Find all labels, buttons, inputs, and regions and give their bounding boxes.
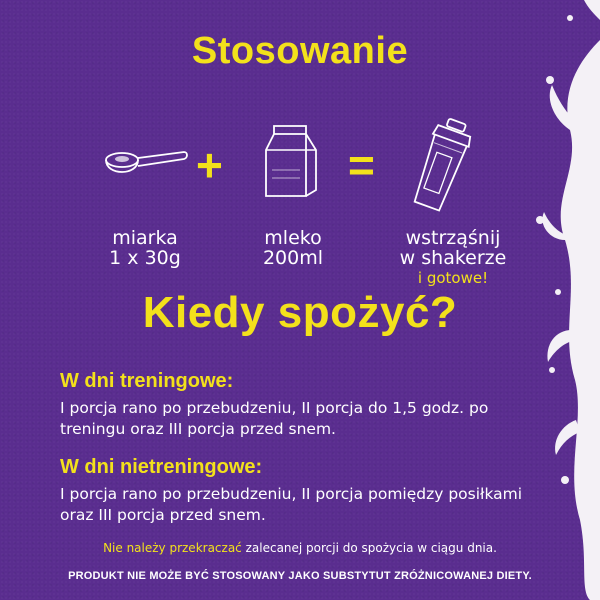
rest-days-heading: W dni nietreningowe: <box>60 456 263 478</box>
training-days-text: I porcja rano po przebudzeniu, II porcja do 1,5 godz. po treningu oraz III porcja przed snem. <box>60 399 489 438</box>
dose-warning-rest: zalecanej porcji do spożycia w ciągu dnia. <box>241 541 497 555</box>
step-milk-caption <box>238 228 348 268</box>
page-title: Stosowanie <box>191 30 409 72</box>
step-milk-label: mleko <box>264 227 322 249</box>
shaker-icon <box>410 118 480 218</box>
step-shake-caption <box>378 228 528 288</box>
dose-warning <box>0 541 600 555</box>
diet-disclaimer: PRODUKT NIE MOŻE BYĆ STOSOWANY JAKO SUBSTYTUT ZRÓŻNICOWANEJ DIETY. <box>68 570 532 582</box>
step-shake-line1: wstrząśnij <box>405 227 501 249</box>
step-scoop-amount: 1 x 30g <box>109 247 181 269</box>
plus-icon: + <box>196 139 223 191</box>
equals-icon: = <box>348 139 375 191</box>
when-title: Kiedy spożyć? <box>142 288 458 337</box>
step-milk-amount: 200ml <box>262 247 324 269</box>
milk-carton-icon <box>262 120 322 200</box>
step-scoop-label: miarka <box>112 227 178 249</box>
scoop-icon <box>100 140 190 200</box>
step-scoop-caption <box>90 228 200 268</box>
training-days-heading: W dni treningowe: <box>60 370 234 392</box>
step-shake-line2: w shakerze <box>399 247 507 269</box>
dose-warning-highlight: Nie należy przekraczać <box>103 541 242 555</box>
rest-days-text: I porcja rano po przebudzeniu, II porcja pomiędzy posiłkami oraz III porcja przed snem. <box>60 485 523 524</box>
step-shake-line3: i gotowe! <box>417 269 489 287</box>
